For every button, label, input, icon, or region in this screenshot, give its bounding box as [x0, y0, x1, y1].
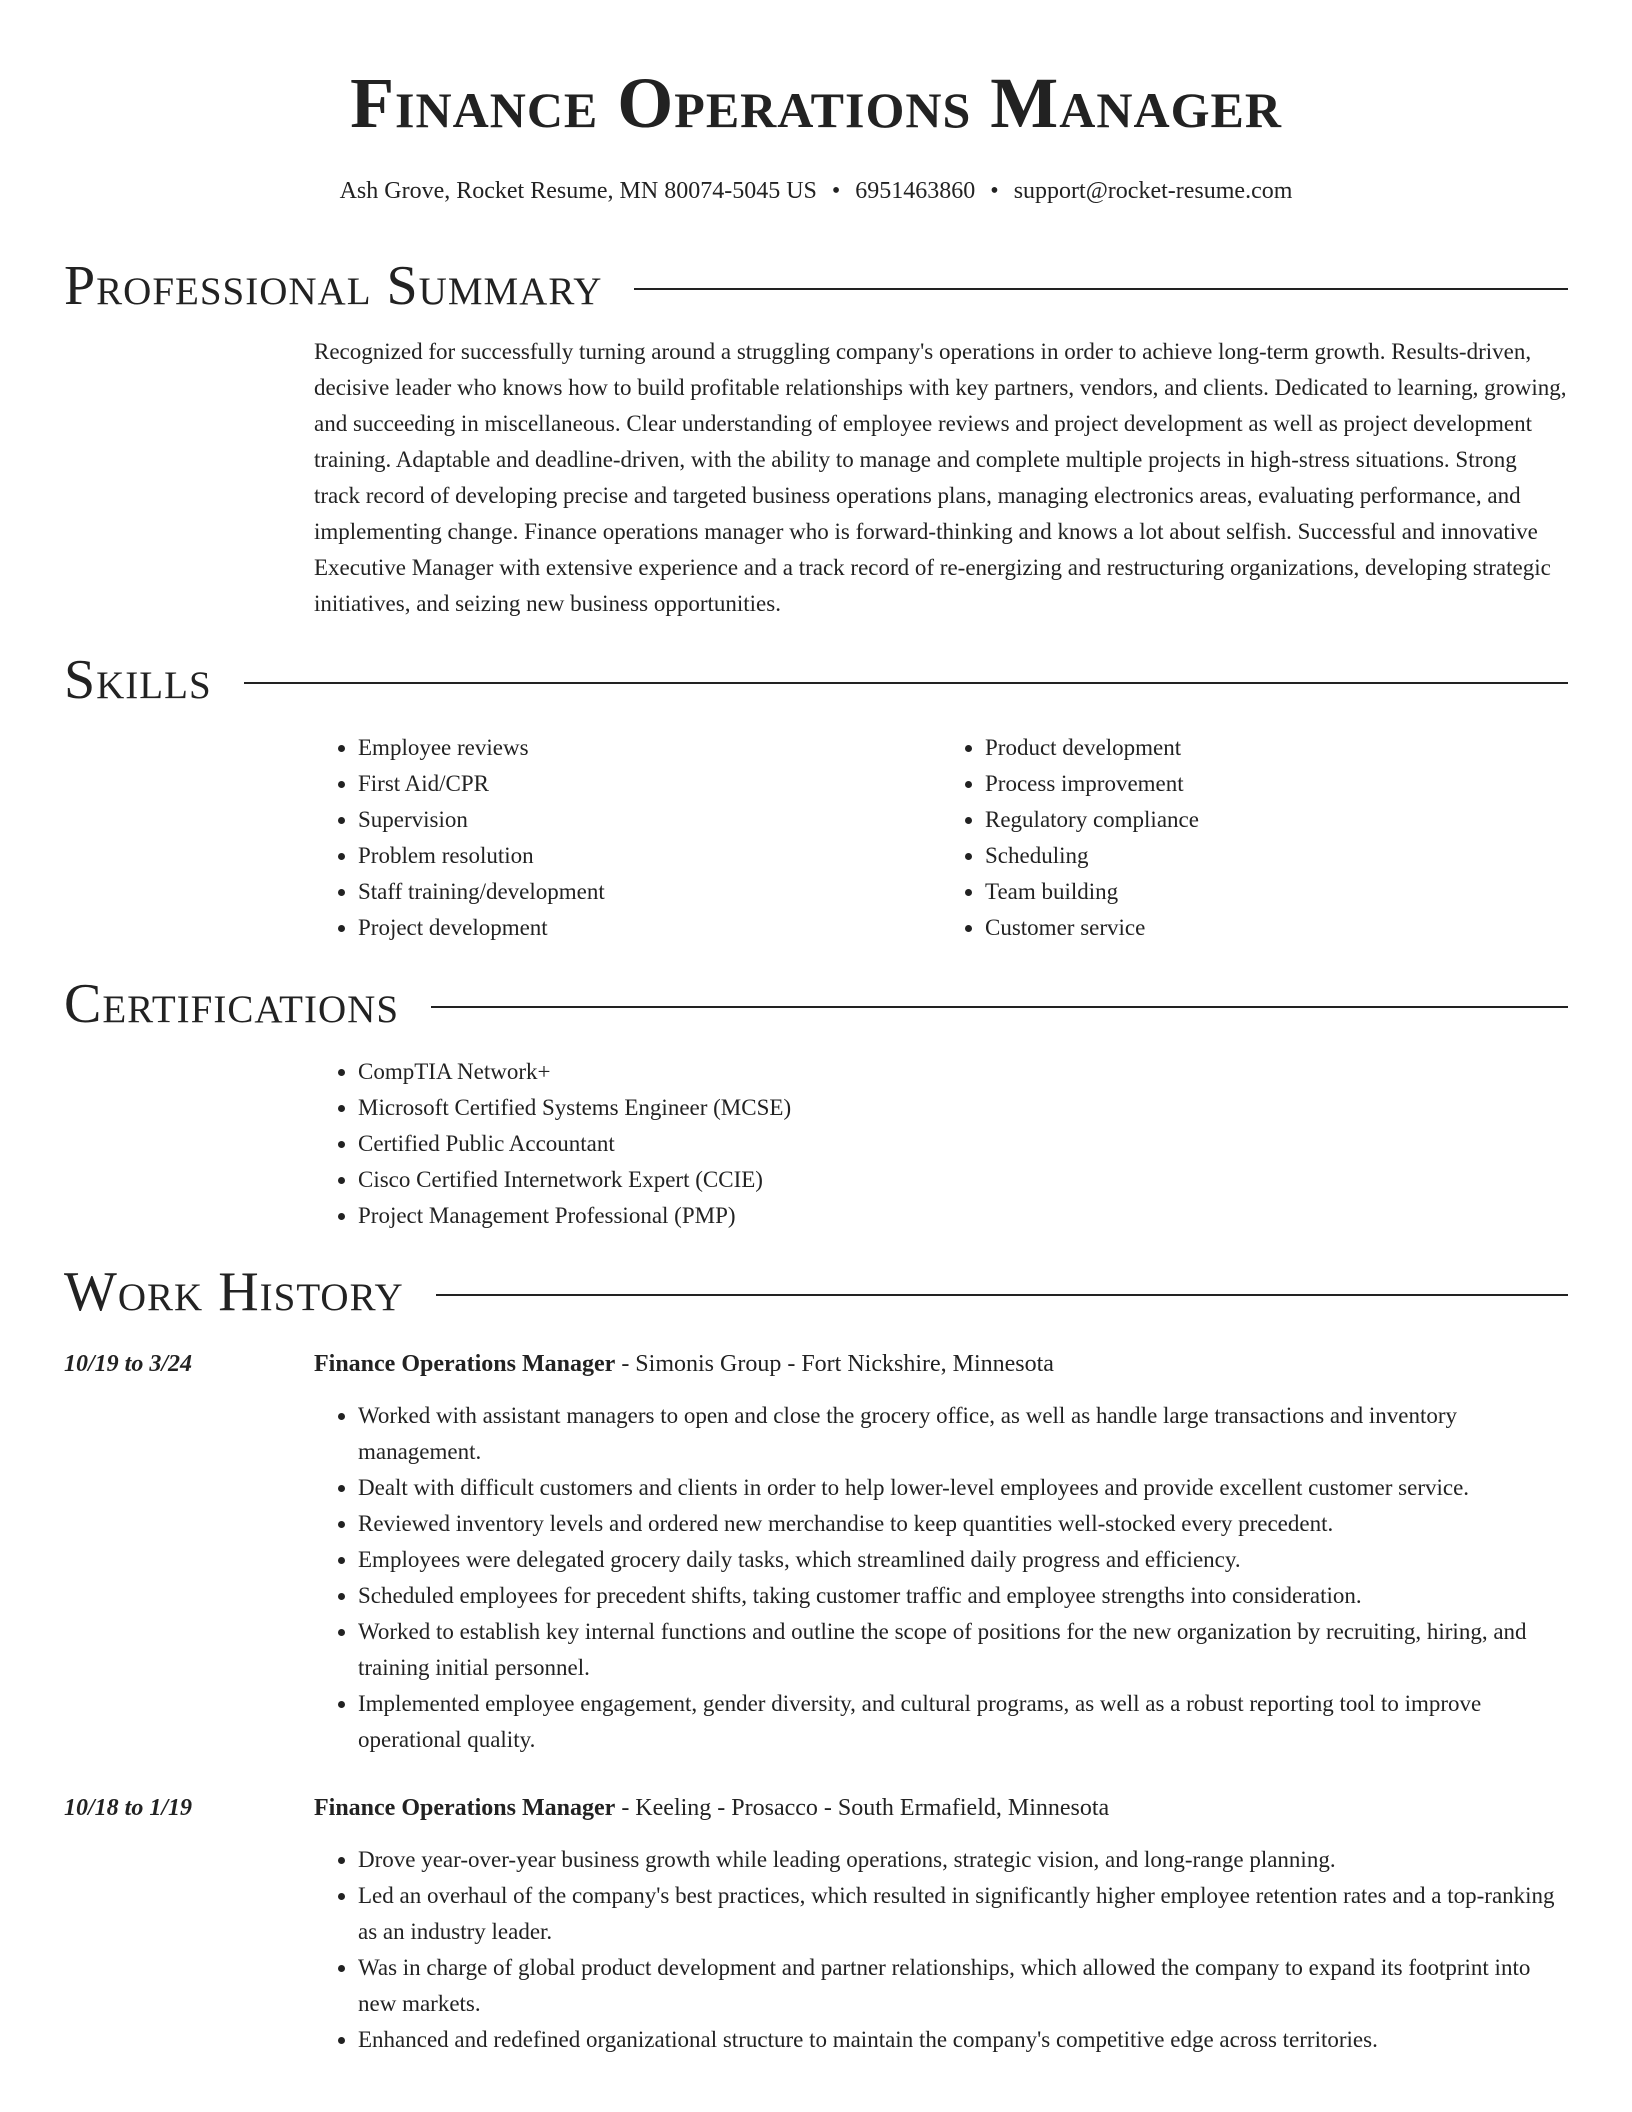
summary-block [314, 334, 1568, 622]
job-title-line [314, 1790, 1568, 1826]
job-title-line [314, 1346, 1568, 1382]
job-dates: 10/18 to 1/19 [64, 1795, 193, 1821]
phone: 6951463860 [855, 178, 976, 204]
section-heading: Skills [64, 649, 212, 711]
certification-item: • Project Management Professional (PMP) [358, 1198, 1568, 1234]
job-entry [314, 1790, 1568, 2058]
skill-item: • Problem resolution [358, 838, 941, 874]
job-dates: 10/19 to 3/24 [64, 1351, 193, 1377]
address: Ash Grove, Rocket Resume, MN 80074-5045 US [339, 178, 817, 204]
job-bullet: • Drove year-over-year business growth while leading operations, strategic vision, and long-range planning. [358, 1842, 1568, 1878]
skills-list-right [941, 730, 1568, 946]
certification-item: • Microsoft Certified Systems Engineer (MCSE) [358, 1090, 1568, 1126]
skill-item: • Project development [358, 910, 941, 946]
separator: • [990, 178, 999, 204]
skill-item: • Team building [985, 874, 1568, 910]
section-rule [244, 682, 1568, 684]
certification-item: • Certified Public Accountant [358, 1126, 1568, 1162]
job-bullet: • Enhanced and redefined organizational structure to maintain the company's competitive edge across territories. [358, 2022, 1568, 2058]
certification-item: • Cisco Certified Internetwork Expert (CCIE) [358, 1162, 1568, 1198]
skill-item: • Supervision [358, 802, 941, 838]
certification-item: • CompTIA Network+ [358, 1054, 1568, 1090]
certifications-block [314, 1054, 1568, 1234]
section-heading: Professional Summary [64, 255, 603, 317]
email: support@rocket-resume.com [1013, 178, 1293, 204]
skill-item: • Process improvement [985, 766, 1568, 802]
skill-item: • Regulatory compliance [985, 802, 1568, 838]
skills-block [314, 730, 1568, 946]
job-bullet: • Worked to establish key internal functions and outline the scope of positions for the new organization by recruiting, hiring, and training initial personnel. [358, 1614, 1568, 1686]
job-bullets [314, 1398, 1568, 1758]
skill-item: • Staff training/development [358, 874, 941, 910]
job-entry [314, 1346, 1568, 1758]
summary-section-header [64, 254, 1568, 318]
skill-item: • Scheduling [985, 838, 1568, 874]
section-heading: Certifications [64, 973, 400, 1035]
job-bullet: • Dealt with difficult customers and clients in order to help lower-level employees and provide excellent customer service. [358, 1470, 1568, 1506]
job-company: - Simonis Group - Fort Nickshire, Minnesota [615, 1351, 1054, 1377]
skill-item: • Customer service [985, 910, 1568, 946]
skill-item: • First Aid/CPR [358, 766, 941, 802]
job-bullet: • Was in charge of global product development and partner relationships, which allowed the company to expand its footprint into new markets. [358, 1950, 1568, 2022]
skills-list-left [314, 730, 941, 946]
skills-section-header [64, 648, 1568, 712]
contact-line [64, 174, 1568, 208]
section-rule [436, 1294, 1568, 1296]
skill-item: • Product development [985, 730, 1568, 766]
separator: • [831, 178, 841, 204]
job-bullet: • Implemented employee engagement, gender diversity, and cultural programs, as well as a robust reporting tool to improve operational quality. [358, 1686, 1568, 1758]
section-rule [634, 288, 1568, 290]
certifications-section-header [64, 972, 1568, 1036]
job-bullet: • Scheduled employees for precedent shifts, taking customer traffic and employee strengths into consideration. [358, 1578, 1568, 1614]
certifications-list [314, 1054, 1568, 1234]
job-bullets [314, 1842, 1568, 2058]
job-bullet: • Reviewed inventory levels and ordered new merchandise to keep quantities well-stocked every precedent. [358, 1506, 1568, 1542]
job-title: Finance Operations Manager [314, 1795, 616, 1821]
job-bullet: • Employees were delegated grocery daily tasks, which streamlined daily progress and efficiency. [358, 1542, 1568, 1578]
work-history-section-header [64, 1260, 1568, 1324]
section-rule [431, 1006, 1568, 1008]
job-bullet: • Worked with assistant managers to open and close the grocery office, as well as handle large transactions and inventory management. [358, 1398, 1568, 1470]
job-bullet: • Led an overhaul of the company's best practices, which resulted in significantly higher employee retention rates and a top-ranking as an industry leader. [358, 1878, 1568, 1950]
skill-item: • Employee reviews [358, 730, 941, 766]
section-heading: Work History [64, 1261, 404, 1323]
job-company: - Keeling - Prosacco - South Ermafield, Minnesota [615, 1795, 1110, 1821]
resume-name: Finance Operations Manager [350, 63, 1282, 143]
job-title: Finance Operations Manager [314, 1351, 616, 1377]
summary-text: Recognized for successfully turning around a struggling company's operations in order to achieve long-term growth. Results-driven, decisive leader who knows how to build profitable relationships with key partners, vendors, and clients. Dedicated to learning, growing, and succeeding in miscellaneous. Clear understanding of employee reviews and project development as well as project development training. Adaptable and deadline-driven, with the ability to manage and complete multiple projects in high-stress situations. Strong track record of developing precise and targeted business operations plans, managing electronics areas, evaluating performance, and implementing change. Finance operations manager who is forward-thinking and knows a lot about selfish. Successful and innovative Executive Manager with extensive experience and a track record of re-energizing and restructuring organizations, developing strategic initiatives, and seizing new business opportunities. [314, 339, 1567, 616]
